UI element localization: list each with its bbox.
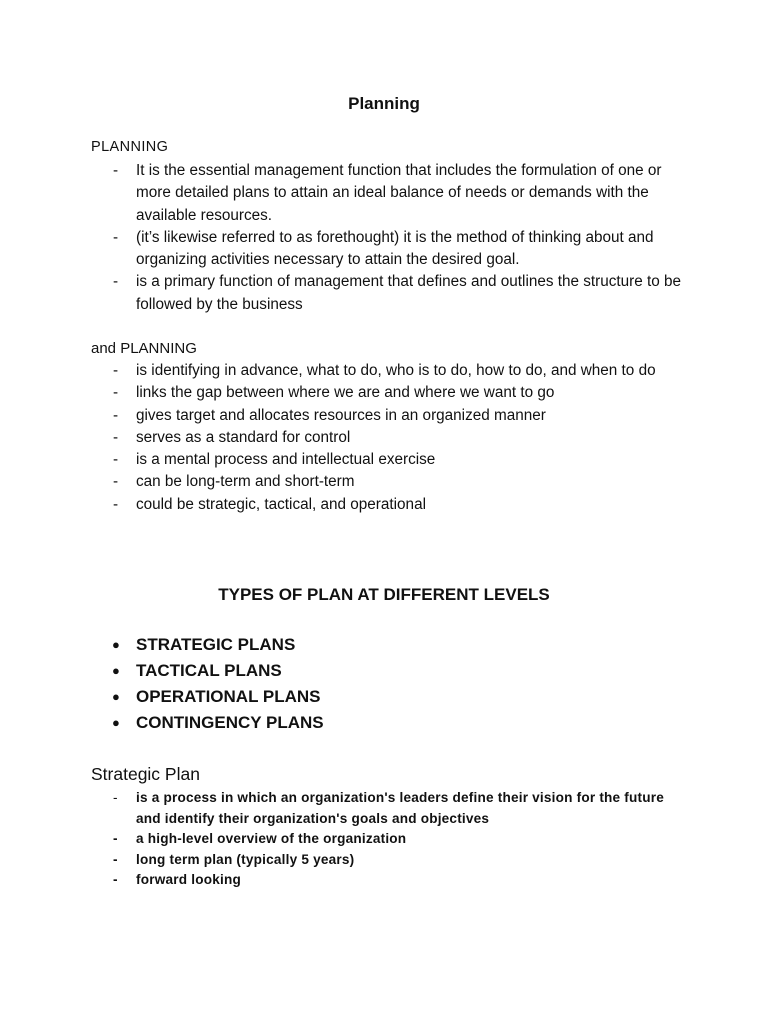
list-item: [0, 494, 686, 516]
list-item: [0, 829, 666, 850]
plan-type-item: [0, 658, 324, 684]
dash-marker: -: [113, 428, 119, 446]
planning-list: [0, 160, 686, 316]
dash-marker: -: [113, 228, 119, 246]
list-item-text: a high-level overview of the organization: [136, 831, 407, 846]
dash-marker: -: [113, 162, 119, 179]
list-item: [0, 850, 666, 871]
bullet-icon: ●: [112, 715, 120, 730]
plan-type-text: OPERATIONAL PLANS: [136, 687, 321, 706]
dash-marker: -: [113, 362, 119, 379]
plan-type-text: CONTINGENCY PLANS: [136, 713, 324, 732]
list-item: [0, 227, 686, 272]
list-item-text: is a primary function of management that defines and outlines the structure to be followed by the business: [136, 273, 682, 313]
list-item-text: long term plan (typically 5 years): [136, 851, 355, 867]
list-item-text: It is the essential management function that includes the formulation of one or more detailed plans to attain an ideal balance of needs or demands with the available resources.: [136, 162, 662, 224]
types-heading: TYPES OF PLAN AT DIFFERENT LEVELS: [218, 585, 550, 604]
strategic-plan-list: [0, 788, 666, 891]
bullet-icon: ●: [112, 637, 120, 652]
dash-marker: -: [113, 495, 119, 513]
and-planning-section-label: and PLANNING: [91, 340, 197, 357]
list-item-text: is a process in which an organization's leaders define their vision for the future and identify their organization's goals and objectives: [136, 790, 664, 826]
list-item: [0, 271, 686, 316]
list-item: [0, 449, 686, 471]
dash-marker: -: [113, 831, 118, 846]
plan-types-list: [0, 632, 324, 736]
list-item-text: serves as a standard for control: [136, 428, 351, 446]
plan-type-text: TACTICAL PLANS: [136, 661, 282, 680]
bullet-icon: ●: [112, 663, 120, 678]
strategic-plan-heading: Strategic Plan: [91, 764, 200, 784]
plan-type-item: [0, 710, 324, 736]
dash-marker: -: [113, 872, 118, 887]
list-item-text: could be strategic, tactical, and operational: [136, 495, 426, 513]
bullet-icon: ●: [112, 689, 120, 704]
list-item-text: gives target and allocates resources in an organized manner: [136, 406, 546, 424]
list-item: [0, 471, 686, 493]
list-item-text: forward looking: [136, 872, 241, 887]
dash-marker: -: [113, 273, 119, 291]
dash-marker: -: [113, 851, 118, 867]
planning-section-label: PLANNING: [91, 139, 169, 155]
list-item: [0, 360, 686, 382]
list-item: [0, 160, 686, 227]
list-item: [0, 405, 686, 427]
and-planning-list: [0, 360, 686, 516]
plan-type-item: [0, 684, 324, 710]
dash-marker: -: [113, 473, 119, 491]
document-title: Planning: [348, 94, 420, 113]
list-item-text: links the gap between where we are and where we want to go: [136, 384, 555, 402]
plan-type-text: STRATEGIC PLANS: [136, 635, 296, 654]
dash-marker: -: [113, 406, 119, 424]
list-item: [0, 382, 686, 404]
plan-type-item: [0, 632, 324, 658]
dash-marker: -: [113, 451, 119, 469]
list-item-text: can be long-term and short-term: [136, 473, 355, 491]
list-item-text: (it’s likewise referred to as forethought) it is the method of thinking about and organizing activities necessary to attain the desired goal.: [136, 228, 654, 269]
list-item-text: is identifying in advance, what to do, who is to do, how to do, and when to do: [136, 362, 656, 379]
dash-marker: -: [113, 790, 118, 805]
list-item: [0, 427, 686, 449]
list-item-text: is a mental process and intellectual exercise: [136, 451, 436, 469]
list-item: [0, 788, 666, 829]
list-item: [0, 870, 666, 891]
dash-marker: -: [113, 384, 119, 402]
